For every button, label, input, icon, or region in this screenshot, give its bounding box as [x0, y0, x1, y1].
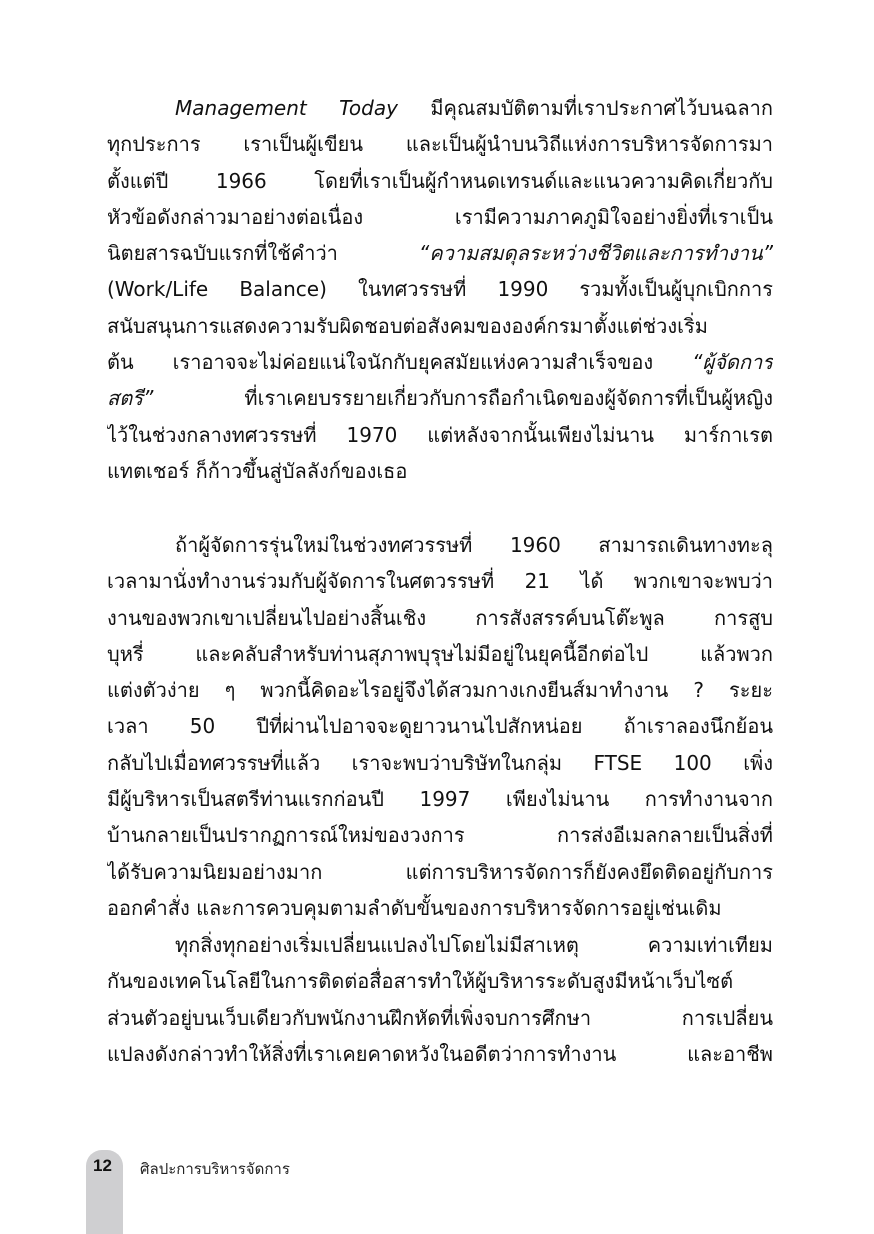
- text-segment: ส่วนตัวอยู่บนเว็บเดียวกับพนักงานฝึกหัดที่เพิ่งจบการศึกษา การเปลี่ยน: [107, 1005, 773, 1030]
- text-segment: ที่เราเคยบรรยายเกี่ยวกับการถือกำเนิดของผู้จัดการที่เป็นผู้หญิง: [153, 386, 773, 411]
- text-segment: สนับสนุนการแสดงความรับผิดชอบต่อสังคมขององค์กรมาตั้งแต่ช่วงเริ่ม: [107, 313, 708, 338]
- text-line: [107, 745, 773, 781]
- italic-text: “ความสมดุลระหว่างชีวิตและการทำงาน”: [418, 241, 773, 266]
- text-segment: แต่งตัวง่าย ๆ พวกนี้คิดอะไรอยู่จึงได้สวมกางเกงยีนส์มาทำงาน ? ระยะ: [107, 678, 773, 703]
- text-segment: งานของพวกเขาเปลี่ยนไปอย่างสิ้นเชิง การสังสรรค์บนโต๊ะพูล การสูบ: [107, 605, 773, 630]
- text-line: [107, 308, 773, 344]
- text-segment: ออกคำสั่ง และการควบคุมตามลำดับขั้นของการบริหารจัดการอยู่เช่นเดิม: [107, 895, 722, 920]
- text-segment: หัวข้อดังกล่าวมาอย่างต่อเนื่อง เรามีความภาคภูมิใจอย่างยิ่งที่เราเป็น: [107, 204, 773, 229]
- text-line: [107, 708, 773, 744]
- text-line: [107, 453, 773, 489]
- text-line: [107, 380, 773, 416]
- text-line: [107, 781, 773, 817]
- text-line: [107, 344, 773, 380]
- text-segment: ตั้งแต่ปี 1966 โดยที่เราเป็นผู้กำหนดเทรนด์และแนวความคิดเกี่ยวกับ: [107, 168, 773, 193]
- paragraph-1: [107, 90, 773, 489]
- text-segment: กันของเทคโนโลยีในการติดต่อสื่อสารทำให้ผู้บริหารระดับสูงมีหน้าเว็บไซต์: [107, 969, 734, 994]
- text-segment: เวลามานั่งทำงานร่วมกับผู้จัดการในศตวรรษที่ 21 ได้ พวกเขาจะพบว่า: [107, 569, 773, 594]
- text-segment: นิตยสารฉบับแรกที่ใช้คำว่า: [107, 241, 419, 266]
- text-segment: ไว้ในช่วงกลางทศวรรษที่ 1970 แต่หลังจากนั้นเพียงไม่นาน มาร์กาเรต: [107, 422, 773, 447]
- text-line: [107, 1000, 773, 1036]
- text-segment: ทุกประการ เราเป็นผู้เขียน และเป็นผู้นำบนวิถีแห่งการบริหารจัดการมา: [107, 132, 773, 157]
- text-segment: เวลา 50 ปีที่ผ่านไปอาจจะดูยาวนานไปสักหน่อย ถ้าเราลองนึกย้อน: [107, 714, 773, 739]
- text-line: [107, 963, 773, 999]
- text-segment: ได้รับความนิยมอย่างมาก แต่การบริหารจัดการก็ยังคงยึดติดอยู่กับการ: [107, 859, 773, 884]
- text-line: [107, 817, 773, 853]
- text-segment: บุหรี่ และคลับสำหรับท่านสุภาพบุรุษไม่มีอยู่ในยุคนี้อีกต่อไป แล้วพวก: [107, 641, 773, 666]
- running-head: ศิลปะการบริหารจัดการ: [140, 1161, 290, 1178]
- text-line: [107, 163, 773, 199]
- page-number: 12: [93, 1156, 112, 1175]
- paragraph-3: [107, 927, 773, 1072]
- text-line: [107, 927, 773, 963]
- paragraph-2: [107, 527, 773, 926]
- text-segment: มีคุณสมบัติตามที่เราประกาศไว้บนฉลาก: [397, 96, 773, 120]
- text-line: [107, 126, 773, 162]
- text-line: [107, 527, 773, 563]
- italic-text: สตรี”: [107, 386, 154, 411]
- text-line: [107, 90, 773, 126]
- text-line: [107, 417, 773, 453]
- text-segment: ถ้าผู้จัดการรุ่นใหม่ในช่วงทศวรรษที่ 1960 สามารถเดินทางทะลุ: [175, 533, 773, 557]
- text-segment: มีผู้บริหารเป็นสตรีท่านแรกก่อนปี 1997 เพียงไม่นาน การทำงานจาก: [107, 787, 773, 812]
- text-line: [107, 636, 773, 672]
- text-line: [107, 854, 773, 890]
- text-segment: ทุกสิ่งทุกอย่างเริ่มเปลี่ยนแปลงไปโดยไม่มีสาเหตุ ความเท่าเทียม: [175, 933, 773, 957]
- text-segment: กลับไปเมื่อทศวรรษที่แล้ว เราจะพบว่าบริษัทในกลุ่ม FTSE 100 เพิ่ง: [107, 750, 773, 775]
- text-line: [107, 563, 773, 599]
- text-line: [107, 271, 773, 307]
- italic-text: Management Today: [175, 96, 398, 120]
- text-line: [107, 600, 773, 636]
- text-line: [107, 1036, 773, 1072]
- text-segment: ต้น เราอาจจะไม่ค่อยแน่ใจนักกับยุคสมัยแห่งความสำเร็จของ: [107, 350, 693, 375]
- text-line: [107, 199, 773, 235]
- italic-text: “ผู้จัดการ: [692, 350, 773, 375]
- text-segment: บ้านกลายเป็นปรากฏการณ์ใหม่ของวงการ การส่งอีเมลกลายเป็นสิ่งที่: [107, 823, 773, 848]
- text-line: [107, 890, 773, 926]
- text-line: [107, 672, 773, 708]
- text-segment: (Work/Life Balance) ในทศวรรษที่ 1990 รวมทั้งเป็นผู้บุกเบิกการ: [107, 277, 773, 302]
- text-line: [107, 235, 773, 271]
- text-segment: แปลงดังกล่าวทำให้สิ่งที่เราเคยคาดหวังในอดีตว่าการทำงาน และอาชีพ: [107, 1041, 773, 1066]
- text-segment: แทตเชอร์ ก็ก้าวขึ้นสู่บัลลังก์ของเธอ: [107, 458, 408, 483]
